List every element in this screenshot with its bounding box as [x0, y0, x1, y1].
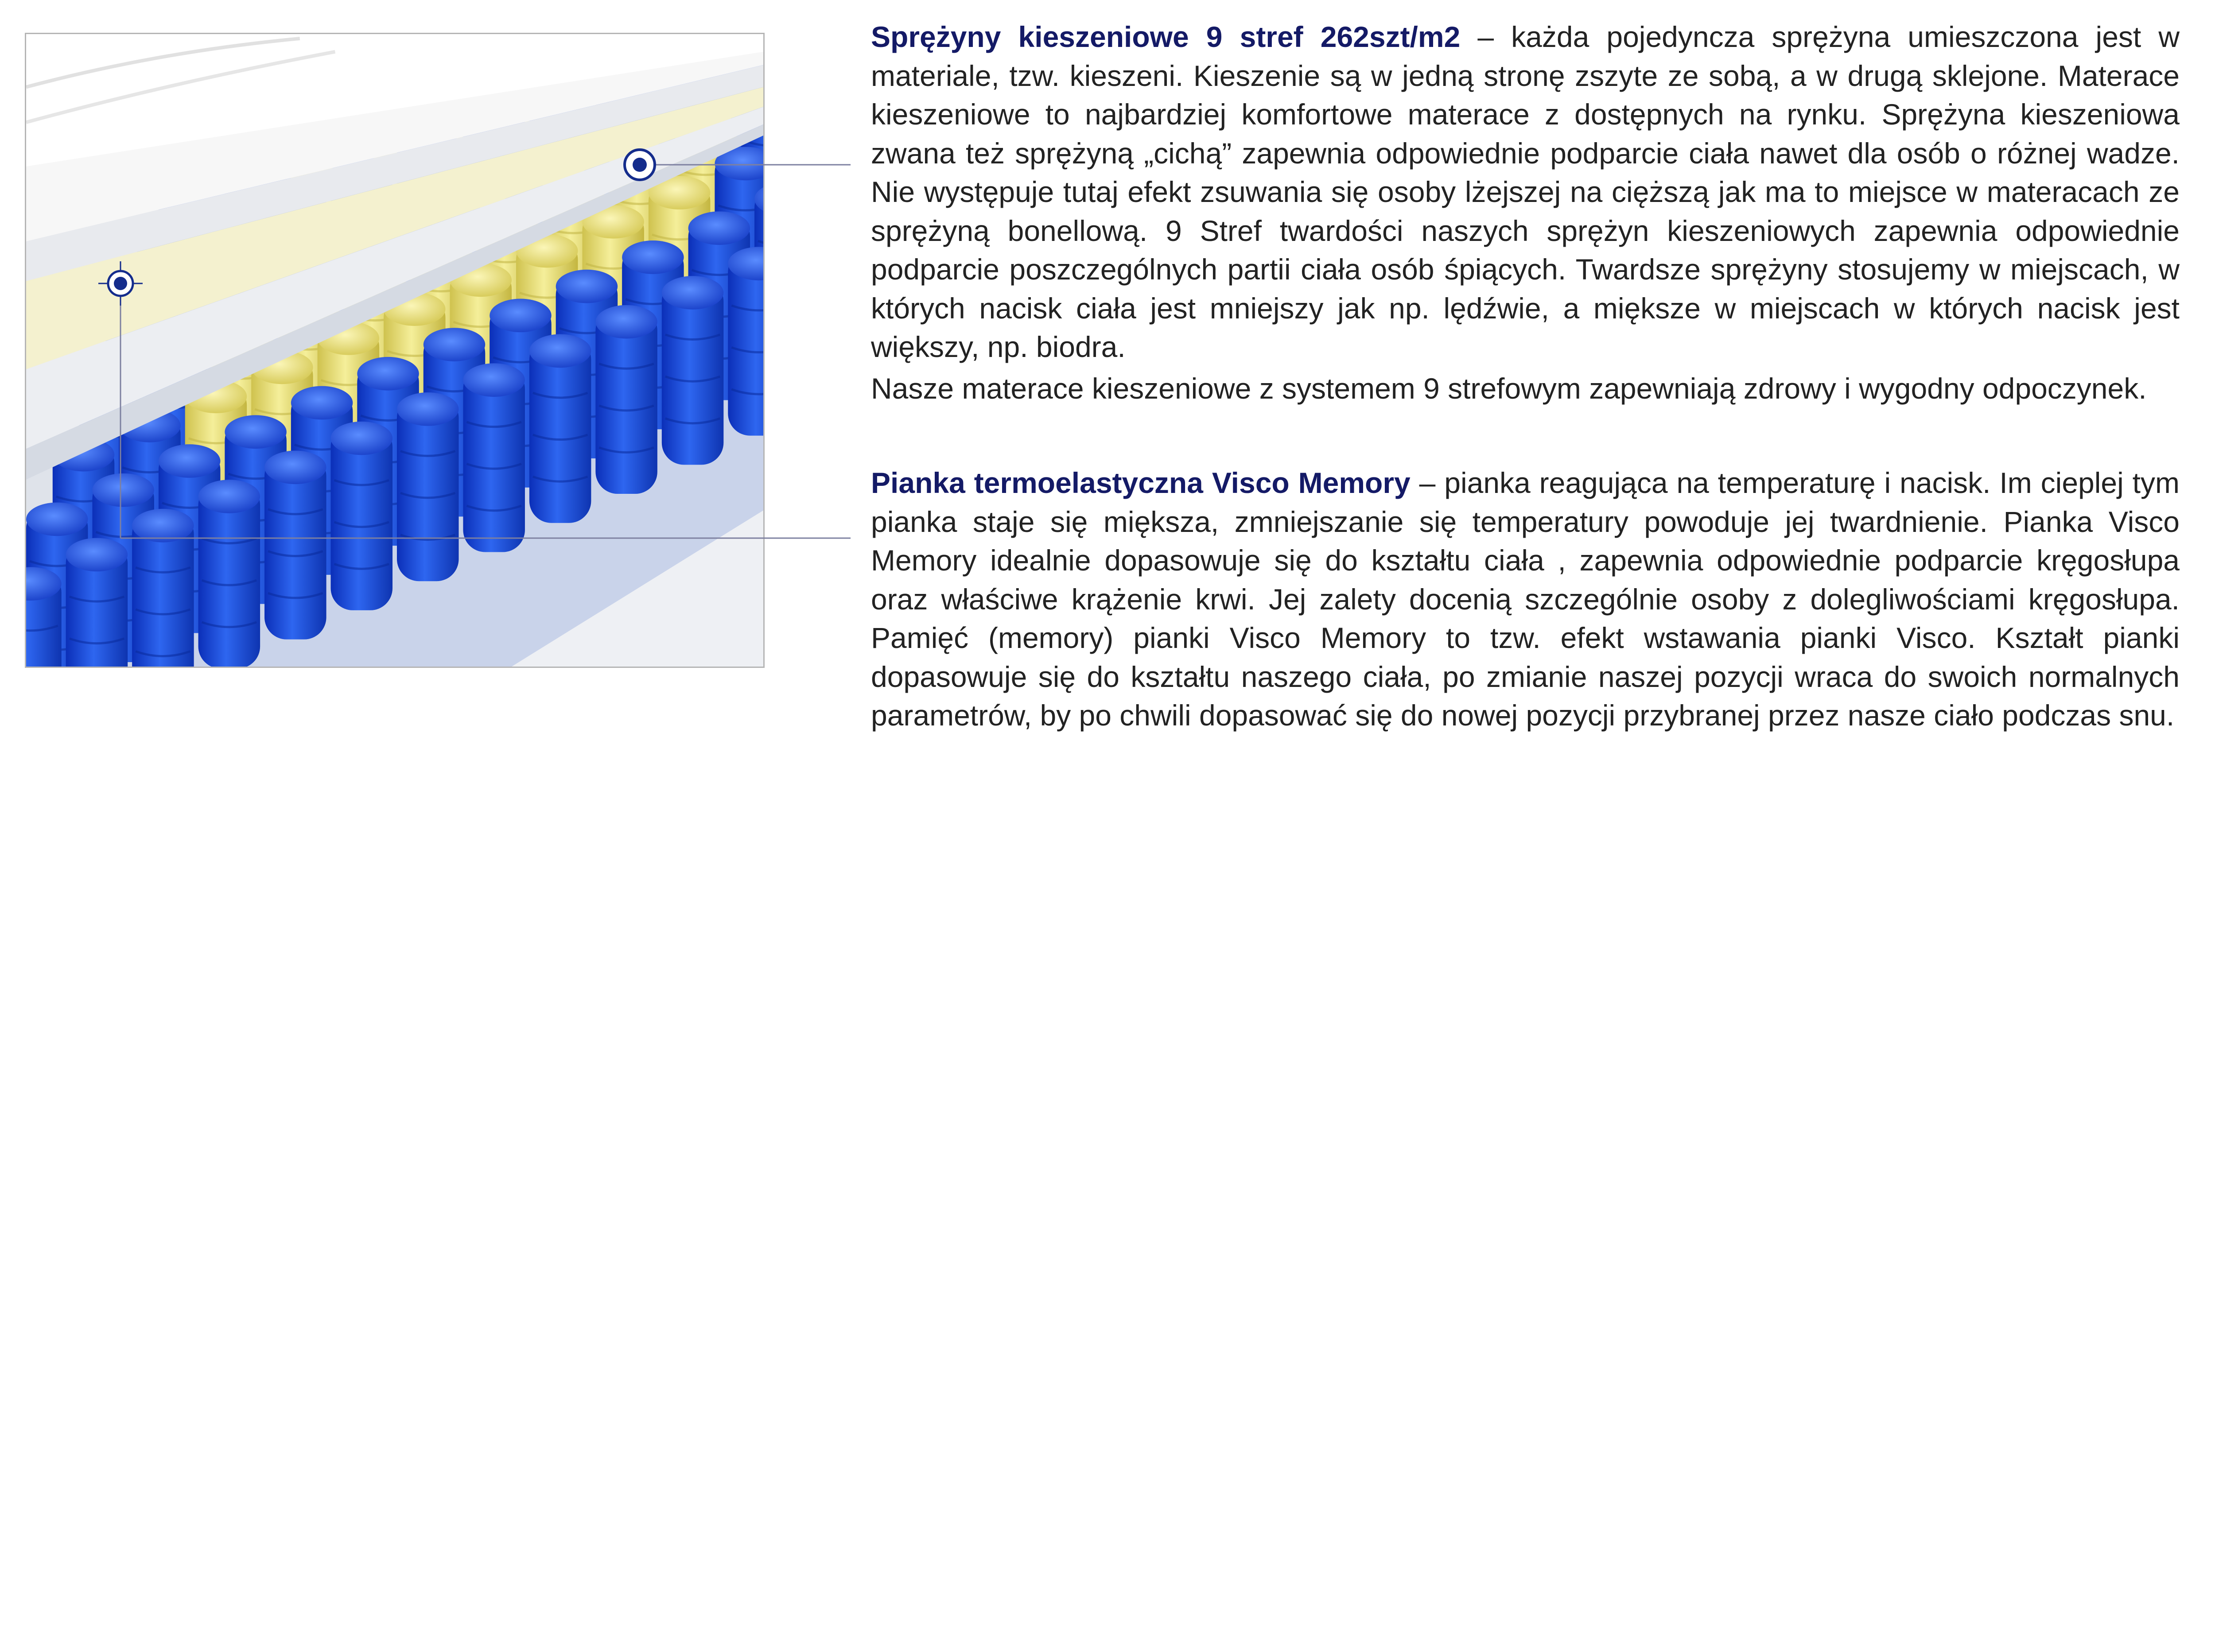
spring-top: [622, 240, 684, 274]
pocket-springs-body: – każda pojedyncza sprężyna umieszczona jest w materiale, tzw. kieszeni. Kieszenie są w jedną stronę zszyte ze sobą, a w drugą sklejone. Materace kieszeniowe to najbardziej komfortowe materace z dostępnych na rynku. Sprężyna kieszeniowa zwana też sprężyną „cichą” zapewnia odpowiednie podparcie ciała nawet dla osób o różnej wadze. Nie występuje tutaj efekt zsuwania się osoby lżejszej na cięższą jak ma to miejsce w materacach ze sprężyną bonellową. 9 Stref twardości naszych sprężyn kieszeniowych zapewnia odpowiednie podparcie poszczególnych partii ciała osób śpiących. Twardsze sprężyny stosujemy w miejscach, w których nacisk ciała jest mniejszy jak np. lędźwie, a miększe w miejscach w których nacisk jest większy, np. biodra.: [871, 20, 2180, 363]
pocket-springs-summary: Nasze materace kieszeniowe z systemem 9 strefowym zapewniają zdrowy i wygodny odpoczynek.: [871, 372, 2147, 405]
spring-top: [291, 386, 353, 420]
spring-top: [556, 270, 618, 303]
mattress-cross-section-graphic: [26, 34, 763, 667]
spring-top: [26, 503, 88, 536]
spring-top: [132, 509, 194, 543]
spring-top: [397, 392, 459, 426]
spring-top: [198, 480, 260, 513]
spring-top: [662, 276, 723, 310]
spring-top: [424, 328, 485, 361]
visco-memory-heading: Pianka termoelastyczna Visco Memory: [871, 466, 1411, 499]
spring-top: [92, 473, 154, 507]
visco-memory-description: [871, 464, 2180, 735]
spring-top: [264, 450, 326, 484]
spring-top: [529, 334, 591, 368]
spring-top: [225, 415, 286, 449]
spring-top: [595, 305, 657, 339]
visco-memory-body: – pianka reagująca na temperaturę i nacisk. Im cieplej tym pianka staje się miększa, zmniejszanie się temperatury powoduje jej twardnienie. Pianka Visco Memory idealnie dopasowuje się do kształtu ciała , zapewnia odpowiednie podparcie kręgosłupa oraz właściwe krążenie krwi. Jej zalety docenią szczególnie osoby z dolegliwościami kręgosłupa. Pamięć (memory) pianki Visco Memory to tzw. efekt wstawania pianki Visco. Kształt pianki dopasowuje się do kształtu naszego ciała, po zmianie naszej pozycji wraca do swoich normalnych parametrów, by po chwili dopasować się do nowej pozycji przybranej przez nasze ciało podczas snu.: [871, 466, 2180, 732]
spring-top: [688, 211, 750, 245]
spring-top: [357, 357, 419, 391]
mattress-cross-section-illustration: [25, 33, 765, 668]
spring-top: [159, 444, 220, 478]
spring-top: [463, 363, 525, 397]
pocket-springs-description: [871, 18, 2180, 367]
spring-top: [490, 299, 551, 332]
pocket-springs-heading: Sprężyny kieszeniowe 9 stref 262szt/m2: [871, 20, 1461, 53]
spring-top: [331, 422, 392, 455]
spring-top: [66, 538, 128, 572]
description-column: [871, 18, 2180, 735]
